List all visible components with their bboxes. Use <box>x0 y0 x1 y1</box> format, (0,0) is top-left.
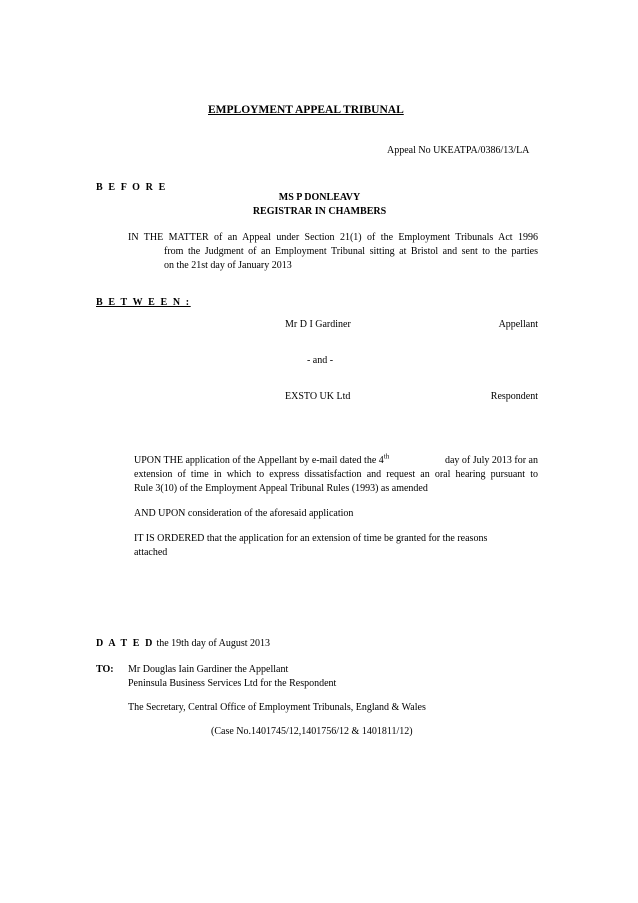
appeal-number: Appeal No UKEATPA/0386/13/LA <box>387 145 530 156</box>
before-label: B E F O R E <box>96 182 167 193</box>
dated-line <box>96 637 270 651</box>
between-label: B E T W E E N : <box>96 297 191 308</box>
ordinal-suffix: th <box>383 452 390 461</box>
appellant-name: Mr D I Gardiner <box>285 319 351 330</box>
ordered-line-1: IT IS ORDERED that the application for an extension of time be granted for the reasons <box>134 533 488 544</box>
matter-line-2: from the Judgment of an Employment Tribunal sitting at Bristol and sent to the parties <box>164 246 538 257</box>
recipient-1: Mr Douglas Iain Gardiner the Appellant <box>128 664 289 675</box>
upon-line-1-end: day of July 2013 for an <box>444 455 538 466</box>
recipient-3: The Secretary, Central Office of Employment Tribunals, England & Wales <box>128 702 426 713</box>
upon-line-1-start: UPON THE application of the Appellant by e-mail dated the 4th <box>134 452 390 466</box>
and-separator: - and - <box>306 355 334 366</box>
dated-text: the 19th day of August 2013 <box>156 638 271 649</box>
to-label: TO: <box>96 664 114 675</box>
upon-line-3: Rule 3(10) of the Employment Appeal Tribunal Rules (1993) as amended <box>134 483 428 494</box>
judge-role: REGISTRAR IN CHAMBERS <box>252 206 387 217</box>
ordered-line-2: attached <box>134 547 168 558</box>
document-title: EMPLOYMENT APPEAL TRIBUNAL <box>208 104 404 116</box>
matter-line-3: on the 21st day of January 2013 <box>164 260 292 271</box>
upon-line-2: extension of time in which to express dissatisfaction and request an oral hearing pursuant to <box>134 469 538 480</box>
case-number: (Case No.1401745/12,1401756/12 & 1401811/12) <box>211 726 413 737</box>
recipient-2: Peninsula Business Services Ltd for the Respondent <box>128 678 337 689</box>
dated-label: D A T E D <box>96 638 154 649</box>
judge-name: MS P DONLEAVY <box>278 192 361 203</box>
matter-line-1: IN THE MATTER of an Appeal under Section 21(1) of the Employment Tribunals Act 1996 <box>128 232 538 243</box>
respondent-role: Respondent <box>490 391 538 402</box>
and-upon-paragraph: AND UPON consideration of the aforesaid application <box>134 508 354 519</box>
respondent-name: EXSTO UK Ltd <box>285 391 351 402</box>
upon-line-1 <box>134 454 538 468</box>
appellant-role: Appellant <box>498 319 538 330</box>
